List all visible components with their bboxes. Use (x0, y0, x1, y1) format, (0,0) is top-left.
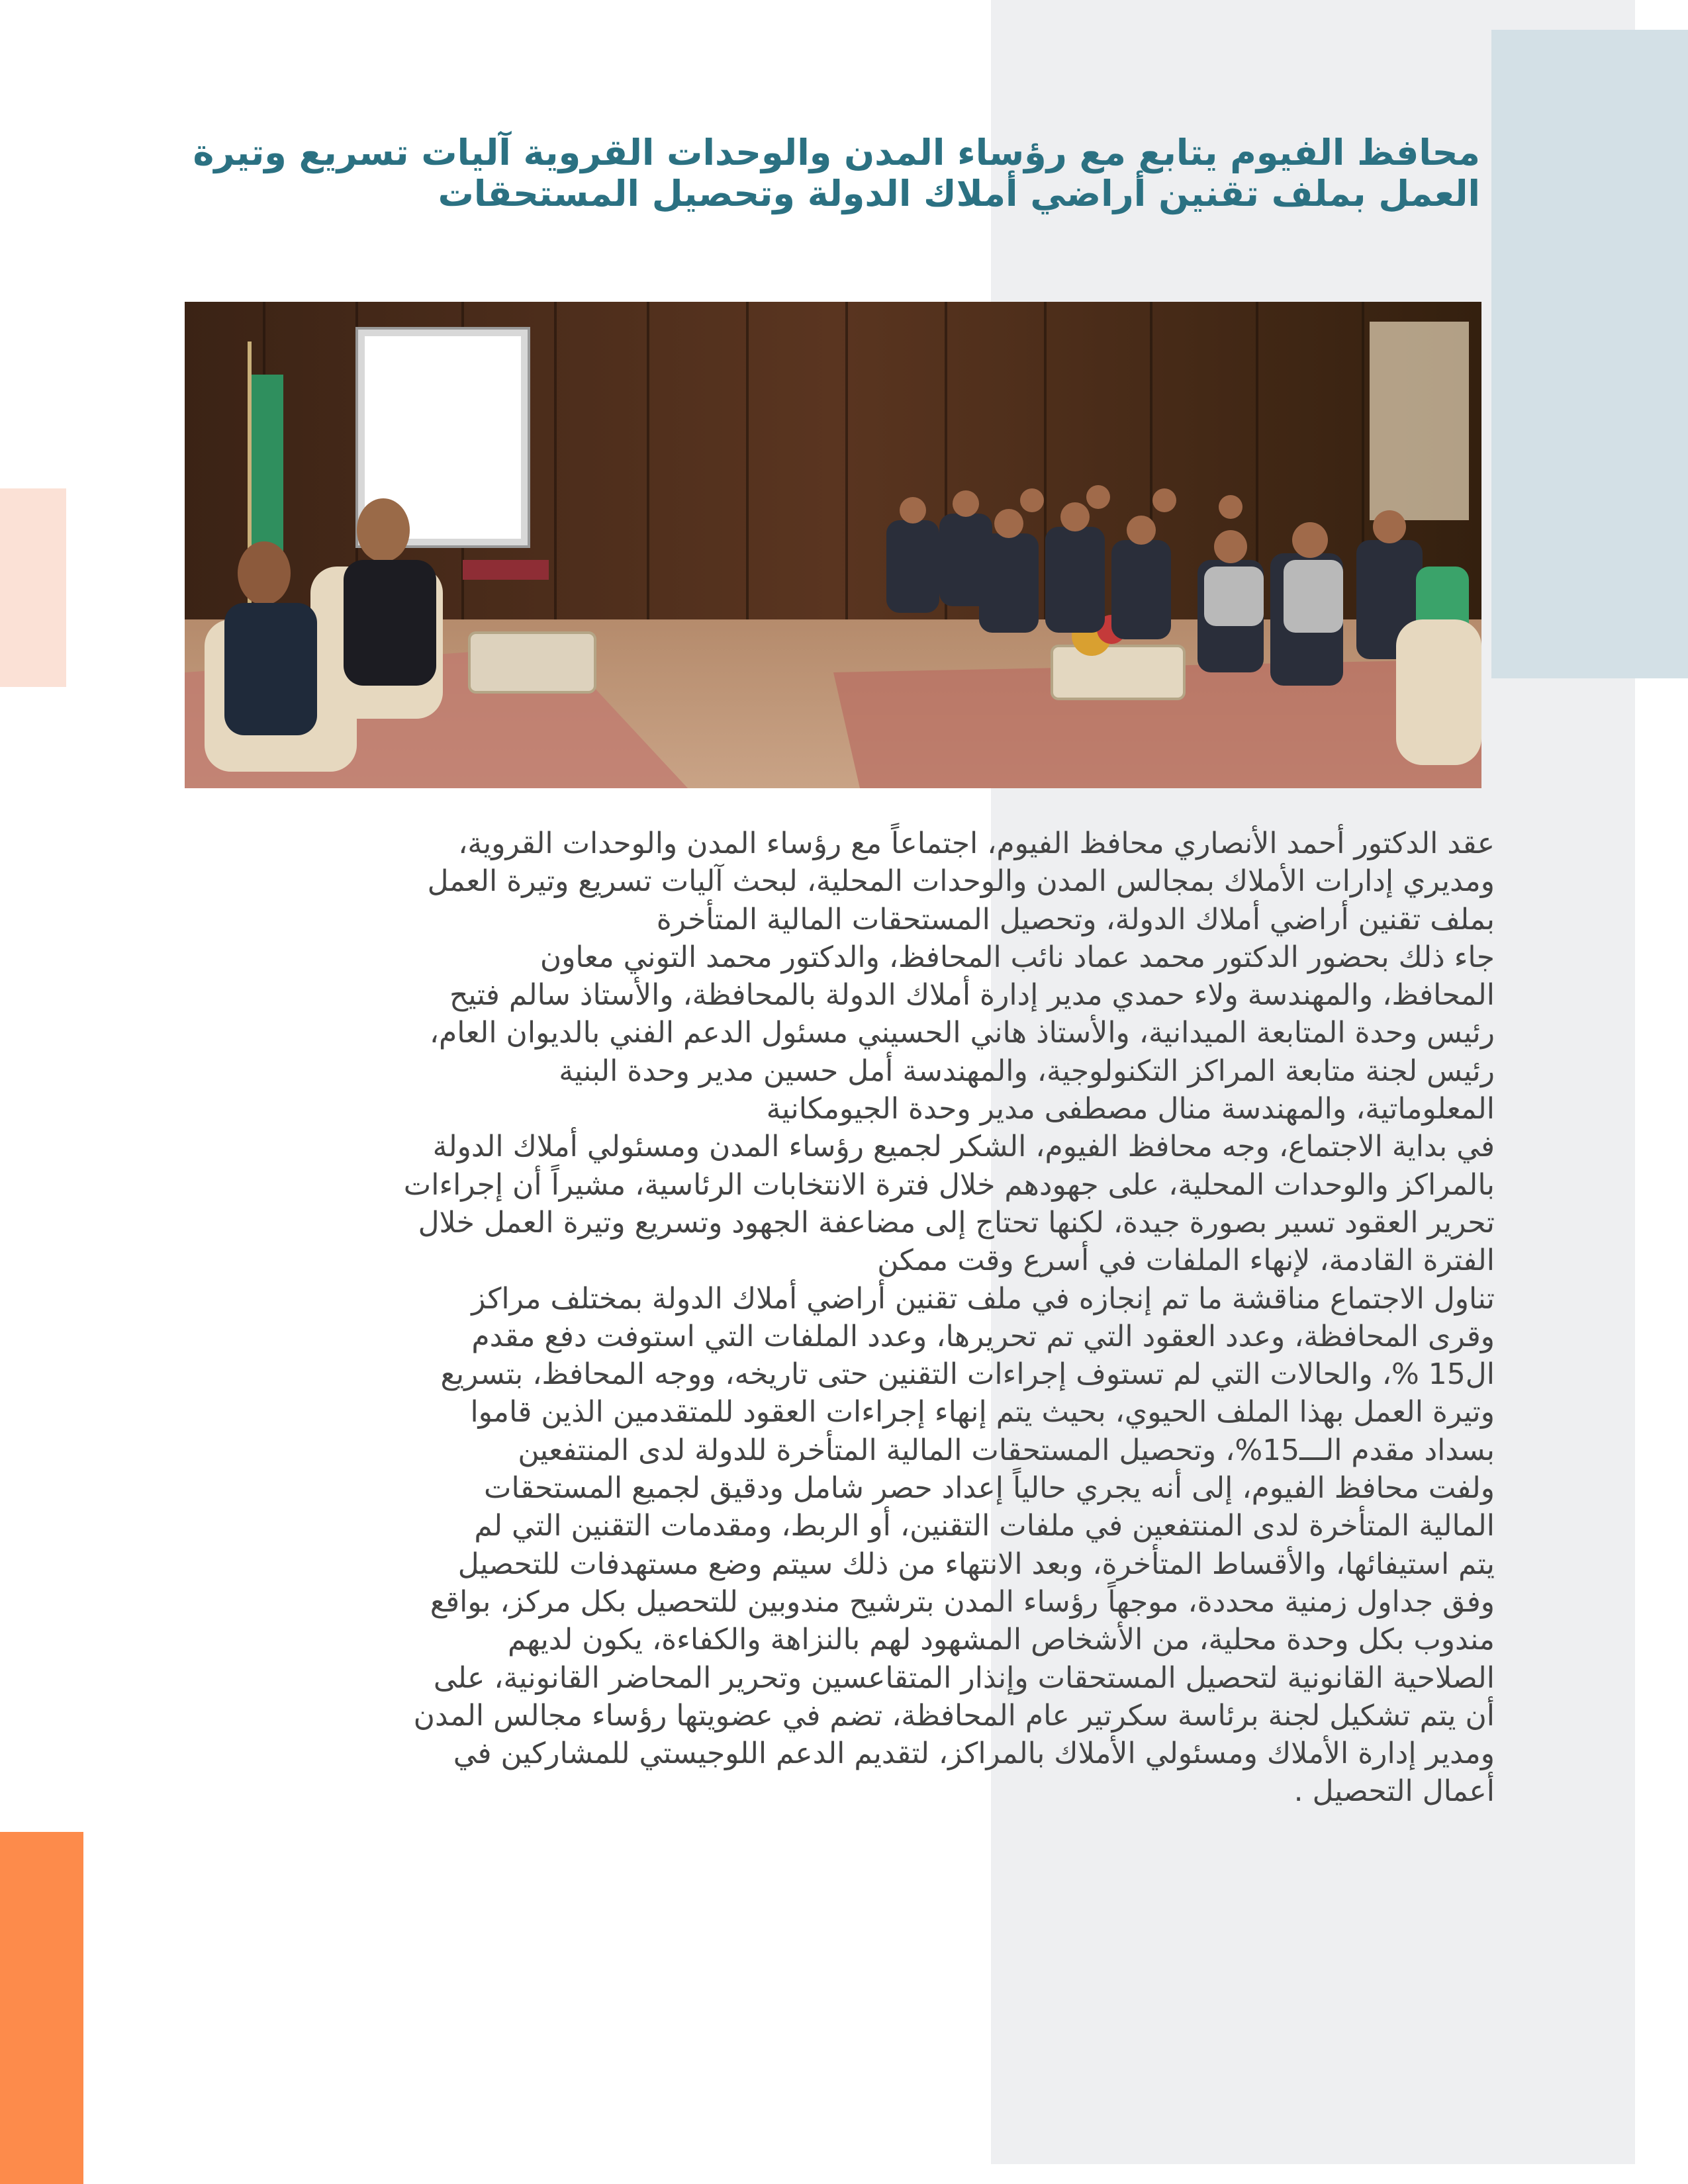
body-line: ومديري إدارات الأملاك بمجالس المدن والوحدات المحلية، لبحث آليات تسريع وتيرة العمل (427, 864, 1495, 899)
body-line: المحافظ، والمهندسة ولاء حمدي مدير إدارة أملاك الدولة بالمحافظة، والأستاذ سالم فتيح (449, 978, 1495, 1013)
body-line: بملف تقنين أراضي أملاك الدولة، وتحصيل المستحقات المالية المتأخرة (656, 902, 1495, 936)
article-title (179, 132, 1480, 214)
body-line: أن يتم تشكيل لجنة برئاسة سكرتير عام المحافظة، تضم في عضويتها رؤساء مجالس المدن (413, 1698, 1495, 1733)
body-line: وتيرة العمل بهذا الملف الحيوي، بحيث يتم إنهاء إجراءات العقود للمتقدمين الذين قاموا (470, 1395, 1495, 1430)
body-line: رئيس وحدة المتابعة الميدانية، والأستاذ هاني الحسيني مسئول الدعم الفني بالديوان العام، (429, 1016, 1495, 1050)
body-line: يتم استيفائها، والأقساط المتأخرة، وبعد الانتهاء من ذلك سيتم وضع مستهدفات للتحصيل (457, 1547, 1495, 1581)
photo-illustration (185, 302, 1481, 788)
body-line: تحرير العقود تسير بصورة جيدة، لكنها تحتاج إلى مضاعفة الجهود وتسريع وتيرة العمل خلال (418, 1205, 1495, 1240)
body-line: بسداد مقدم الـــ15%، وتحصيل المستحقات المالية المتأخرة للدولة لدى المنتفعين (518, 1433, 1495, 1467)
title-line: العمل بملف تقنين أراضي أملاك الدولة وتحصيل المستحقات (438, 173, 1480, 214)
background-accent-orange (0, 1832, 83, 2184)
body-line: في بداية الاجتماع، وجه محافظ الفيوم، الشكر لجميع رؤساء المدن ومسئولي أملاك الدولة (432, 1130, 1495, 1164)
body-line: جاء ذلك بحضور الدكتور محمد عماد نائب المحافظ، والدكتور محمد التوني معاون (539, 940, 1495, 974)
meeting-room-photo (185, 302, 1481, 788)
background-accent-blue (1491, 30, 1688, 678)
body-line: وفق جداول زمنية محددة، موجهاً رؤساء المدن بترشيح مندوبين للتحصيل بكل مركز، بواقع (430, 1584, 1495, 1619)
body-line: ومدير إدارة الأملاك ومسئولي الأملاك بالمراكز، لتقديم الدعم اللوجيستي للمشاركين في (453, 1737, 1495, 1771)
body-line: مندوب بكل وحدة محلية، من الأشخاص المشهود لهم بالنزاهة والكفاءة، يكون لديهم (508, 1623, 1495, 1657)
body-line: المالية المتأخرة لدى المنتفعين في ملفات التقنين، أو الربط، ومقدمات التقنين التي لم (474, 1509, 1495, 1543)
body-line: ولفت محافظ الفيوم، إلى أنه يجري حالياً إعداد حصر شامل ودقيق لجميع المستحقات (484, 1471, 1495, 1506)
body-line: أعمال التحصيل . (1293, 1774, 1495, 1809)
body-line: رئيس لجنة متابعة المراكز التكنولوجية، والمهندسة أمل حسين مدير وحدة البنية (559, 1054, 1495, 1088)
background-accent-peach (0, 488, 66, 687)
body-line: الصلاحية القانونية لتحصيل المستحقات وإنذار المتقاعسين وتحرير المحاضر القانونية، على (433, 1661, 1495, 1695)
body-line: عقد الدكتور أحمد الأنصاري محافظ الفيوم، اجتماعاً مع رؤساء المدن والوحدات القروية، (458, 827, 1495, 860)
article-body (195, 825, 1495, 1811)
body-line: المعلوماتية، والمهندسة منال مصطفى مدير وحدة الجيومكانية (766, 1092, 1495, 1126)
body-line: وقرى المحافظة، وعدد العقود التي تم تحريرها، وعدد الملفات التي استوفت دفع مقدم (471, 1319, 1495, 1353)
body-line: ال15 %، والحالات التي لم تستوف إجراءات التقنين حتى تاريخه، ووجه المحافظ، بتسريع (440, 1357, 1495, 1392)
body-line: الفترة القادمة، لإنهاء الملفات في أسرع وقت ممكن (877, 1244, 1495, 1278)
title-line: محافظ الفيوم يتابع مع رؤساء المدن والوحدات القروية آليات تسريع وتيرة (193, 132, 1480, 173)
body-line: بالمراكز والوحدات المحلية، على جهودهم خلال فترة الانتخابات الرئاسية، مشيراً أن إجراءات (403, 1167, 1495, 1202)
body-line: تناول الاجتماع مناقشة ما تم إنجازه في ملف تقنين أراضي أملاك الدولة بمختلف مراكز (471, 1281, 1495, 1316)
